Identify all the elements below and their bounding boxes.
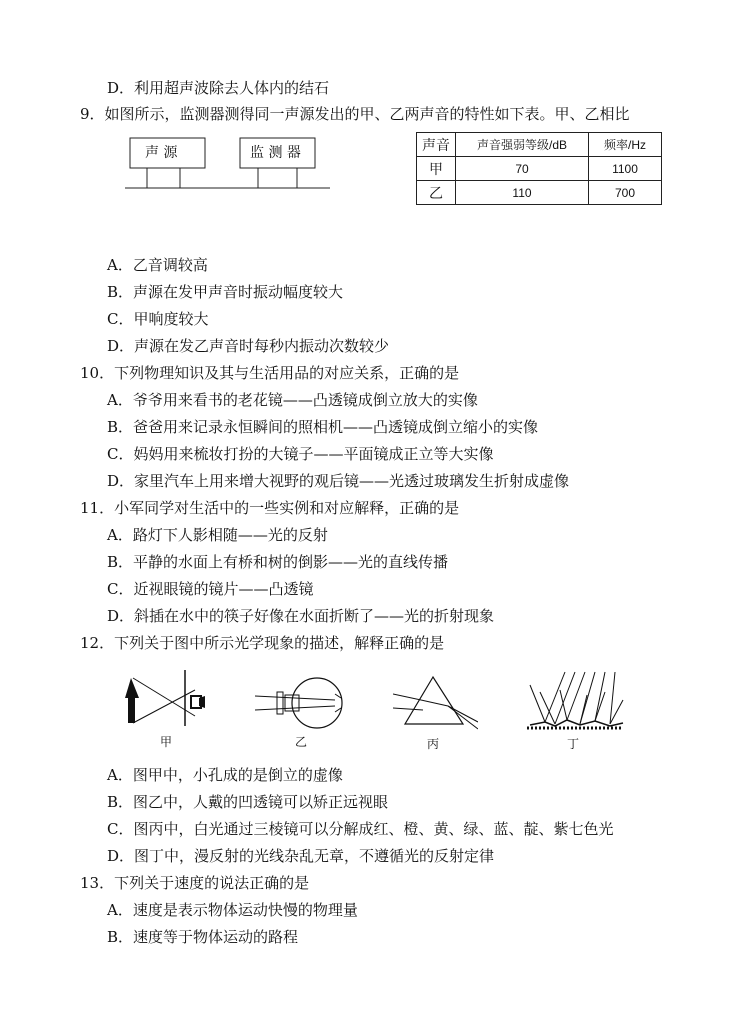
table-header: 声音	[417, 133, 456, 157]
eye-lens-figure	[255, 676, 350, 731]
q9-sound-table	[416, 132, 662, 205]
q11-option-b: B．平静的水面上有桥和树的倒影——光的直线传播	[107, 553, 449, 571]
q10-option-c: C．妈妈用来梳妆打扮的大镜子——平面镜成正立等大实像	[107, 445, 494, 463]
q9-option-d: D．声源在发乙声音时每秒内振动次数较少	[107, 337, 390, 355]
q9-stem: 9．如图所示，监测器测得同一声源发出的甲、乙两声音的特性如下表。甲、乙相比	[80, 105, 630, 123]
q8-option-d: D．利用超声波除去人体内的结石	[107, 79, 330, 97]
table-cell: 乙	[417, 181, 456, 205]
q10-option-b: B．爸爸用来记录永恒瞬间的照相机——凸透镜成倒立缩小的实像	[107, 418, 539, 436]
q12-option-d: D．图丁中，漫反射的光线杂乱无章，不遵循光的反射定律	[107, 847, 495, 865]
q10-option-a: A．爷爷用来看书的老花镜——凸透镜成倒立放大的实像	[107, 391, 478, 409]
q13-option-b: B．速度等于物体运动的路程	[107, 928, 299, 946]
table-cell: 1100	[589, 157, 662, 181]
q11-option-c: C．近视眼镜的镜片——凸透镜	[107, 580, 314, 598]
q10-stem: 10．下列物理知识及其与生活用品的对应关系，正确的是	[80, 364, 460, 382]
q12-option-b: B．图乙中，人戴的凹透镜可以矫正远视眼	[107, 793, 389, 811]
sound-source-label: 声 源	[145, 145, 178, 161]
q11-option-d: D．斜插在水中的筷子好像在水面折断了——光的折射现象	[107, 607, 495, 625]
table-row	[417, 181, 662, 205]
figure-label-ding: 丁	[567, 737, 580, 751]
table-cell: 甲	[417, 157, 456, 181]
q12-option-c: C．图丙中，白光通过三棱镜可以分解成红、橙、黄、绿、蓝、靛、紫七色光	[107, 820, 614, 838]
q12-stem: 12．下列关于图中所示光学现象的描述，解释正确的是	[80, 634, 445, 652]
table-cell: 700	[589, 181, 662, 205]
q13-stem: 13．下列关于速度的说法正确的是	[80, 874, 310, 892]
figure-label-jia: 甲	[160, 735, 173, 749]
diffuse-reflection-figure	[525, 670, 625, 732]
q11-stem: 11．小军同学对生活中的一些实例和对应解释，正确的是	[80, 499, 460, 517]
q10-option-d: D．家里汽车上用来增大视野的观后镜——光透过玻璃发生折射成虚像	[107, 472, 570, 490]
monitor-label: 监 测 器	[250, 145, 301, 161]
table-header: 频率/Hz	[589, 133, 662, 157]
table-header-row	[417, 133, 662, 157]
table-header: 声音强弱等级/dB	[456, 133, 589, 157]
q9-option-c: C．甲响度较大	[107, 310, 209, 328]
pinhole-figure	[125, 668, 210, 730]
table-cell: 70	[456, 157, 589, 181]
q11-option-a: A．路灯下人影相随——光的反射	[107, 526, 328, 544]
figure-label-yi: 乙	[295, 735, 308, 749]
q12-option-a: A．图甲中，小孔成的是倒立的虚像	[107, 766, 343, 784]
q9-option-a: A．乙音调较高	[107, 256, 208, 274]
q9-option-b: B．声源在发甲声音时振动幅度较大	[107, 283, 344, 301]
q13-option-a: A．速度是表示物体运动快慢的物理量	[107, 901, 358, 919]
figure-label-bing: 丙	[427, 737, 440, 751]
table-cell: 110	[456, 181, 589, 205]
table-row	[417, 157, 662, 181]
prism-figure	[393, 674, 478, 732]
